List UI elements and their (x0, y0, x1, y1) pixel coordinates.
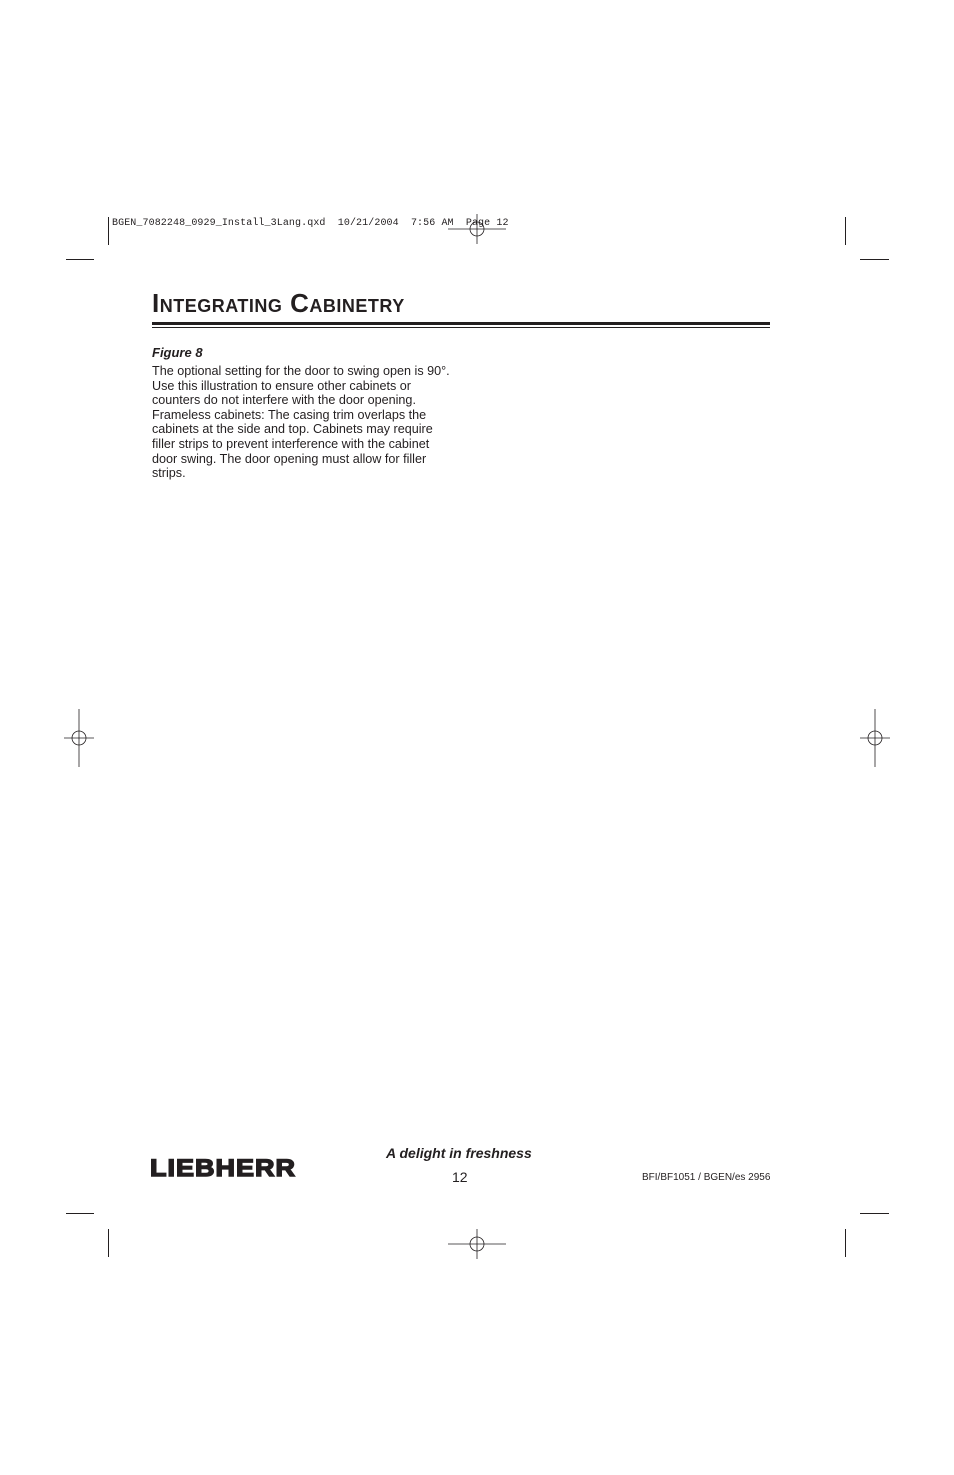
body-paragraph: The optional setting for the door to swing open is 90°. Use this illustration to ensure other cabinets or counters do not interfere with the door opening. Frameless cabinets: The casing trim overlaps the cabinets at the side and top. Cabinets may require filler strips to prevent interference with the cabinet door swing. The door opening must allow for filler strips. (152, 364, 450, 481)
figure-label: Figure 8 (152, 345, 203, 360)
document-code: BFI/BF1051 / BGEN/es 2956 (642, 1172, 771, 1183)
crop-mark-top-left-horizontal (66, 259, 94, 260)
title-rule-thick (152, 322, 770, 325)
tagline: A delight in freshness (386, 1145, 532, 1161)
liebherr-logo: LIEBHERR (150, 1154, 297, 1182)
crop-mark-bottom-left-vertical (108, 1229, 109, 1257)
crop-mark-bottom-right-vertical (845, 1229, 846, 1257)
title-rule-thin (152, 327, 770, 328)
registration-mark-right-icon (860, 709, 890, 767)
crop-mark-top-right-vertical (845, 217, 846, 245)
page-title: Integrating Cabinetry (152, 288, 405, 318)
print-slug-line: BGEN_7082248_0929_Install_3Lang.qxd 10/21/2004 7:56 AM Page 12 (112, 218, 509, 229)
registration-mark-bottom-icon (448, 1229, 506, 1259)
registration-mark-left-icon (64, 709, 94, 767)
crop-mark-top-left-vertical (108, 217, 109, 245)
crop-mark-bottom-left-horizontal (66, 1213, 94, 1214)
crop-mark-top-right-horizontal (860, 259, 889, 260)
page-number: 12 (452, 1169, 468, 1185)
crop-mark-bottom-right-horizontal (860, 1213, 889, 1214)
